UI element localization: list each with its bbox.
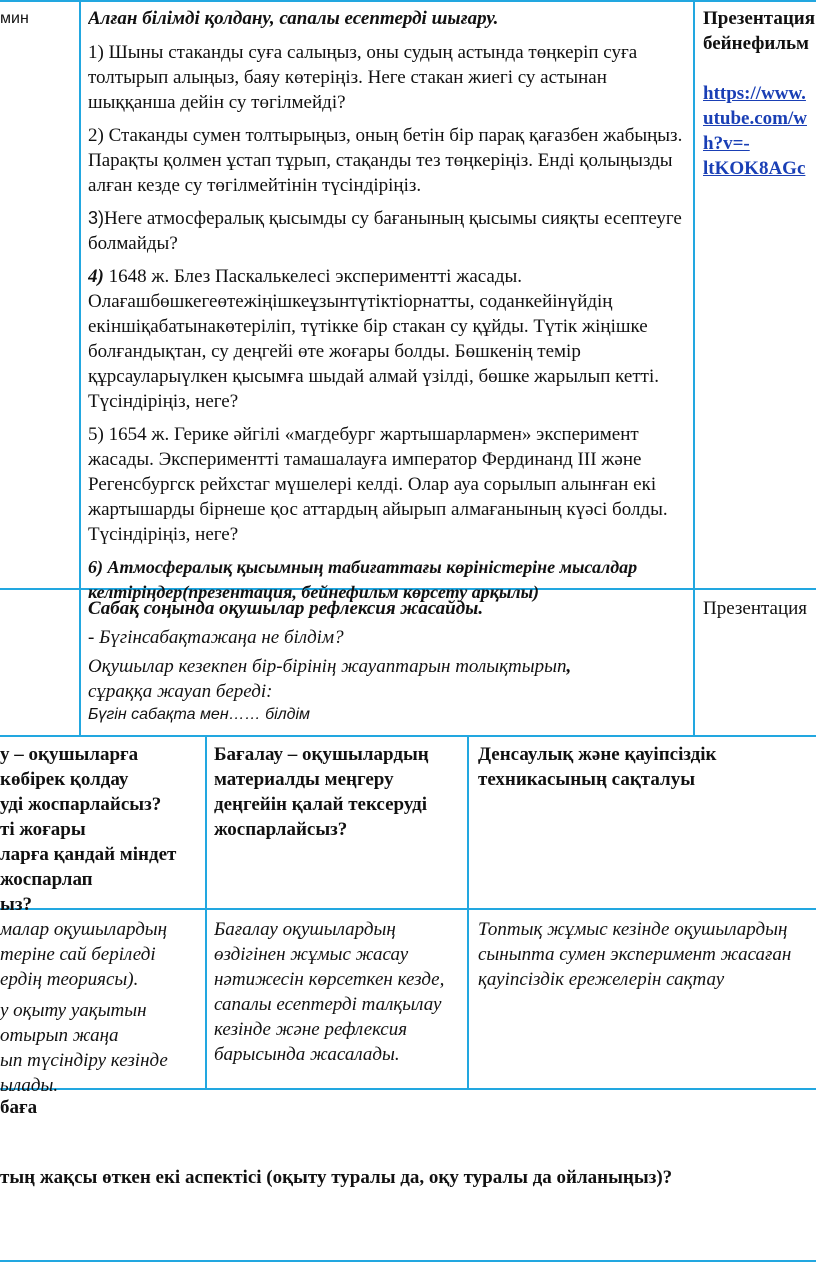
reflection-instruction xyxy=(88,654,688,704)
reflection-instruction-b: сұраққа жауап береді: xyxy=(88,681,273,702)
differentiation-line: у оқыту уақытын xyxy=(0,1000,147,1021)
safety-content xyxy=(478,917,816,992)
summary-assessment-label xyxy=(0,1095,300,1120)
reflection-heading: Сабақ соңында оқушылар рефлексия жасайды. xyxy=(88,598,484,619)
time-cell xyxy=(0,6,76,31)
assessment-content xyxy=(214,917,462,1067)
question-3-number: 3) xyxy=(88,208,105,228)
differentiation-header-line: жоспарлап xyxy=(0,869,93,890)
task-heading: Алған білімді қолдану, сапалы есептерді шығару. xyxy=(88,8,499,29)
reflection-resource-label: Презентация xyxy=(703,598,808,619)
col-divider-time xyxy=(79,0,81,737)
reflection-instruction-a: Оқушылар кезекпен бір-бірінің жауаптарын толықтырып xyxy=(88,656,567,677)
differentiation-header xyxy=(0,742,203,917)
resource-presentation-label: Презентация xyxy=(703,8,816,29)
question-1: 1) Шыны стаканды суға салыңыз, оны судың астында төңкеріп суға толтырып алыңыз, баяу көтеріңіз. Неге стакан жиегі су астынан шыққанша дейін су төгілмейді? xyxy=(88,42,638,113)
question-3-text: Неге атмосфералық қысымды су бағанының қысымы сияқты есептеуге болмайды? xyxy=(88,208,682,254)
reflection-instruction-comma: , xyxy=(566,656,572,677)
resource-spacer xyxy=(703,56,816,81)
differentiation-header-line: уді жоспарлайсыз? xyxy=(0,794,162,815)
safety-header xyxy=(478,742,816,792)
assessment-text: Бағалау оқушылардың өздігінен жұмыс жасау нәтижесін көрсеткен кезде, сапалы есептерді талқылау кезінде және рефлексия барысында жасалады. xyxy=(214,919,445,1065)
time-label: мин xyxy=(0,10,29,27)
reflection-question: - Бүгінсабақтажаңа не білдім? xyxy=(88,627,344,648)
youtube-link-line-3: h?v=- xyxy=(703,133,750,154)
differentiation-line: теріне сай беріледі xyxy=(0,944,156,965)
differentiation-header-line: ыз? xyxy=(0,894,32,915)
differentiation-header-line: у – оқушыларға xyxy=(0,744,139,765)
differentiation-line: ып түсіндіру кезінде xyxy=(0,1050,168,1071)
youtube-link[interactable] xyxy=(703,81,816,181)
differentiation-line: отырып жаңа xyxy=(0,1025,119,1046)
differentiation-header-line: ларға қандай міндет xyxy=(0,844,177,865)
question-4 xyxy=(88,264,688,414)
reflection-question-footer xyxy=(0,1165,816,1190)
reflection-cell xyxy=(88,596,688,726)
summary-assessment-text: баға xyxy=(0,1097,38,1118)
question-4-text: 1648 ж. Блез Паскалькелесі экспериментті жасады. Олағашбөшкегеөтежіңішкеұзынтүтіктіорнатты, соданкейінүйдің екіншіқабатынакөтеріліп, түтікке бір стакан су құйды. Түтік жіңішке болғандықтан, су деңгейі өте жоғары болды. Бөшкенің темір құрсауларыүлкен қысымға шыдай алмай үзілді, бөшке жарылып кетті. Түсіндіріңіз, неге? xyxy=(88,266,660,412)
safety-text: Топтық жұмыс кезінде оқушылардың сыныпта сумен эксперимент жасаған қауіпсіздік ережелерін сақтау xyxy=(478,919,792,990)
question-2: 2) Стаканды сумен толтырыңыз, оның бетін бір парақ қағазбен жабыңыз. Парақты қолмен ұстап тұрып, стақанды тез төңкеріңіз. Енді қолыңызды алған кезде су төгілмейтінін түсіндіріңіз. xyxy=(88,125,683,196)
question-3 xyxy=(88,206,688,256)
footer-question-text: тың жақсы өткен екі аспектісі (оқыту туралы да, оқу туралы да ойланыңыз)? xyxy=(0,1167,673,1188)
question-4-number: 4) xyxy=(88,266,104,287)
col-divider-bottom-2 xyxy=(467,735,469,1090)
resource-video-label: бейнефильм xyxy=(703,33,809,54)
youtube-link-line-2: utube.com/w xyxy=(703,108,807,129)
youtube-link-line-4: ltKOK8AGc xyxy=(703,158,806,179)
resources-cell xyxy=(703,6,816,181)
reflection-phrase: Бүгін сабақта мен…… білдім xyxy=(88,706,311,723)
reflection-resource-cell xyxy=(703,596,816,621)
differentiation-line: ердің теориясы). xyxy=(0,969,139,990)
differentiation-content xyxy=(0,917,203,1098)
youtube-link-line-1: https://www. xyxy=(703,83,806,104)
col-divider-resources xyxy=(693,0,695,737)
assessment-header-text: Бағалау – оқушылардың материалды меңгеру деңгейін қалай тексеруді жоспарлайсыз? xyxy=(214,744,429,840)
question-5: 5) 1654 ж. Герике әйгілі «магдебург жартышарлармен» эксперимент жасады. Экспериментті тамашалауға император Фердинанд ІІІ және Регенсбургск рейхстаг мүшелері келді. Олар ауа сорылып алынған екі жартышарды бірнеше қос аттардың айырып алмағанының күәсі болды. Түсіндіріңіз, неге? xyxy=(88,424,668,545)
differentiation-header-line: ті жоғары xyxy=(0,819,86,840)
differentiation-line: малар оқушылардың xyxy=(0,919,168,940)
col-divider-bottom-1 xyxy=(205,735,207,1090)
assessment-header xyxy=(214,742,462,842)
page-bottom-border xyxy=(0,1260,816,1262)
question-6: 6) Атмосфералық қысымның табиғаттағы көріністеріне мысалдар келтіріңдер(презентация, бейнефильм көрсету арқылы) xyxy=(88,557,638,602)
safety-header-text: Денсаулық және қауіпсіздік техникасының сақталуы xyxy=(478,744,717,790)
differentiation-header-line: көбірек қолдау xyxy=(0,769,129,790)
activity-cell xyxy=(88,6,688,605)
differentiation-line: ылады. xyxy=(0,1075,59,1096)
